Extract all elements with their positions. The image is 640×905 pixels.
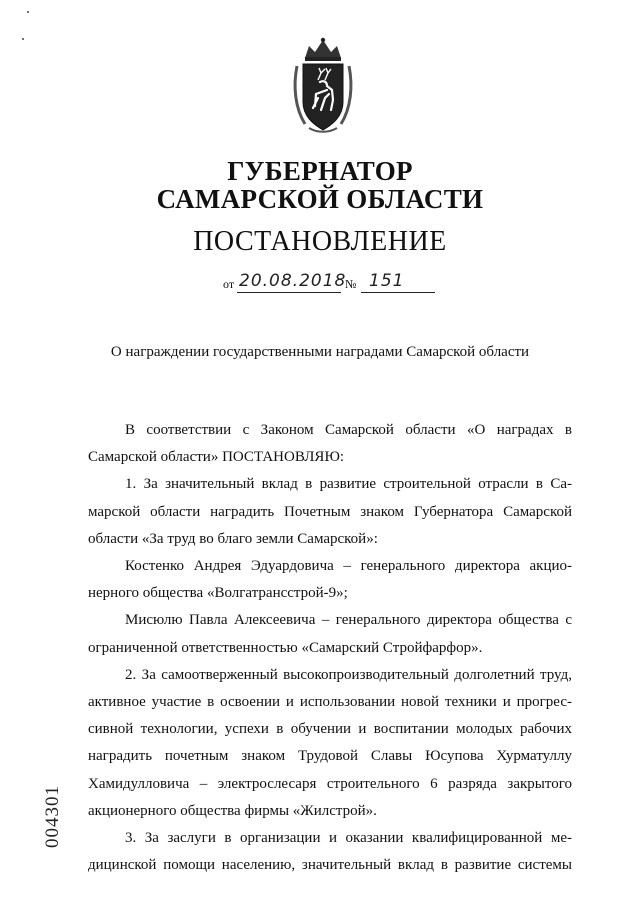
body-text-line: Хамидулловича – электрослесаря строительного 6 разряда закрытого bbox=[88, 775, 572, 792]
body-text-line: дицинской помощи населению, значительный вклад в развитие системы bbox=[88, 857, 572, 874]
date-underline bbox=[237, 292, 341, 293]
body-text-line: области «За труд во благо земли Самарской»: bbox=[88, 530, 378, 547]
document-type-title: ПОСТАНОВЛЕНИЕ bbox=[193, 226, 447, 257]
issuer-title-line-1: ГУБЕРНАТОР bbox=[227, 156, 413, 186]
body-text-line: акционерного общества фирмы «Жилстрой». bbox=[88, 802, 377, 819]
archive-stamp-number: 004301 bbox=[42, 785, 63, 848]
number-underline bbox=[361, 292, 435, 293]
body-text-line: сивной технологии, успехи в обучении и воспитании молодых рабочих bbox=[88, 721, 572, 738]
scan-speck bbox=[22, 38, 24, 40]
date-prefix: от bbox=[223, 277, 235, 291]
body-text-line: В соответствии с Законом Самарской области «О наградах в bbox=[125, 422, 572, 438]
body-text-line: активное участие в освоении и использовании новой техники и прогрес- bbox=[88, 694, 572, 711]
coat-of-arms-icon bbox=[291, 36, 355, 134]
body-text-line: 2. За самоотверженный высокопроизводительный долголетний труд, bbox=[125, 666, 572, 683]
issuer-title-line-2: САМАРСКОЙ ОБЛАСТИ bbox=[156, 184, 484, 214]
body-text-line: 1. За значительный вклад в развитие строительной отрасли в Са- bbox=[125, 476, 572, 493]
document-number: 151 bbox=[369, 271, 405, 291]
document-date: 20.08.2018 bbox=[239, 271, 347, 291]
body-text-line: Мисюлю Павла Алексеевича – генерального директора общества с bbox=[125, 612, 572, 629]
document-subject: О награждении государственными наградами Самарской области bbox=[110, 344, 530, 360]
number-prefix: № bbox=[345, 277, 357, 291]
body-text-line: Самарской области» ПОСТАНОВЛЯЮ: bbox=[88, 449, 345, 466]
scan-speck bbox=[27, 11, 29, 13]
date-number-line bbox=[223, 271, 443, 295]
body-text-line: нерного общества «Волгатрансстрой-9»; bbox=[88, 585, 348, 602]
body-text-line: марской области наградить Почетным знаком Губернатора Самарской bbox=[88, 503, 572, 520]
body-text-line: 3. За заслуги в организации и оказании квалифицированной ме- bbox=[125, 830, 572, 847]
body-text-line: ограниченной ответственностью «Самарский Стройфарфор». bbox=[88, 639, 483, 656]
body-text-line: Костенко Андрея Эдуардовича – генерального директора акцио- bbox=[125, 558, 572, 575]
body-text-line: наградить почетным знаком Трудовой Славы Юсупова Хурматуллу bbox=[88, 748, 572, 765]
document-body bbox=[88, 417, 572, 879]
